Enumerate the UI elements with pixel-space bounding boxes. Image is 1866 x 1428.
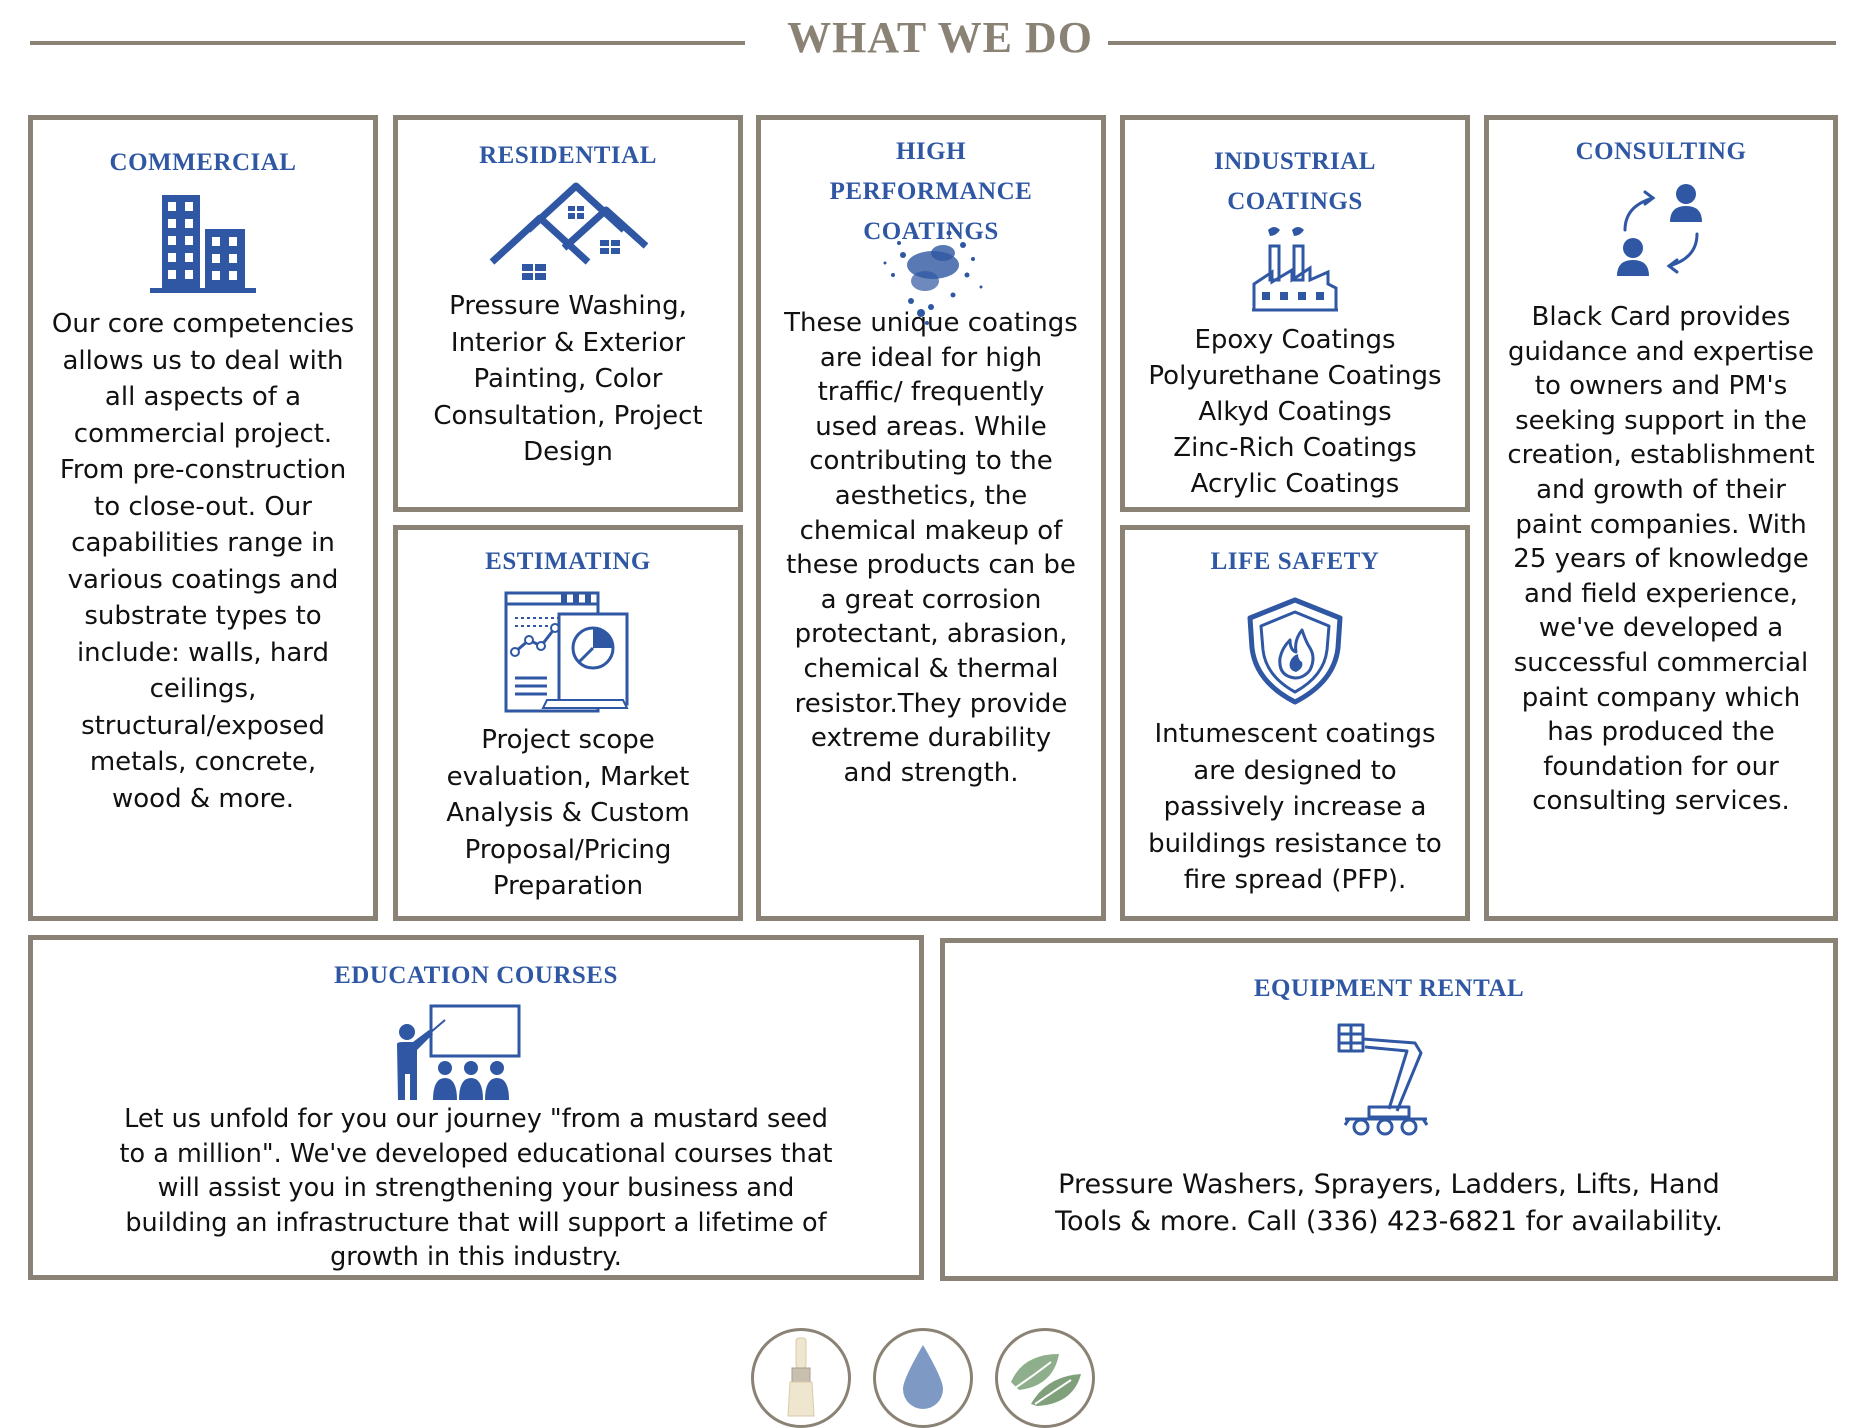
card-body: These unique coatings are ideal for high traffic/ frequently used areas. While contributing to the aesthetics, the chemical makeup of these products can be a great corrosion protectant, abrasion, chemical & thermal resistor.They provide extreme durability and strength. [784, 308, 1078, 788]
card-life-safety [1120, 525, 1470, 921]
list-item: Epoxy Coatings [1194, 325, 1396, 355]
list-item: Polyurethane Coatings [1148, 361, 1442, 391]
card-body: Project scope evaluation, Market Analysis & Custom Proposal/Pricing Preparation [446, 725, 690, 901]
card-title: LIFE SAFETY [1210, 548, 1380, 575]
card-industrial-coatings [1120, 115, 1470, 512]
people-exchange-icon [1611, 180, 1711, 280]
card-body: Black Card provides guidance and expertise to owners and PM's seeking support in the creation, establishment and growth of their paint companies. With 25 years of knowledge and field experience, we've developed a successful commercial paint company which has produced the foundation for our consulting services. [1507, 302, 1815, 817]
card-title: ESTIMATING [485, 548, 651, 575]
list-item: Zinc-Rich Coatings [1173, 433, 1417, 463]
card-high-performance-coatings [756, 115, 1106, 921]
office-buildings-icon [148, 193, 258, 298]
water-drop-circle [873, 1328, 973, 1428]
card-title: EDUCATION COURSES [334, 962, 618, 989]
coatings-list [1125, 322, 1465, 502]
water-drop-icon [899, 1343, 947, 1413]
card-body: Our core competencies allows us to deal with all aspects of a commercial project. From pre-construction to close-out. Our capabilities range in various coatings and substrate types to include: walls, hard ceilings, structural/exposed metals, concrete, wood & more. [51, 309, 355, 814]
houses-icon [488, 182, 648, 282]
title-rule-left [30, 41, 745, 45]
card-estimating [393, 525, 743, 921]
card-title-line3: COATINGS [863, 218, 999, 245]
paintbrush-circle [751, 1328, 851, 1428]
card-equipment-rental [940, 938, 1838, 1281]
factory-icon [1250, 224, 1340, 314]
card-residential [393, 115, 743, 512]
page-title: WHAT WE DO [787, 13, 1093, 62]
card-body: Pressure Washing, Interior & Exterior Painting, Color Consultation, Project Design [433, 291, 703, 467]
boom-lift-icon [1335, 1021, 1435, 1137]
card-body: Let us unfold for you our journey "from a mustard seed to a million". We've developed educational courses that will assist you in strengthening your business and building an infrastructure that will support a lifetime of growth in this industry. [119, 1104, 833, 1272]
list-item: Alkyd Coatings [1198, 397, 1392, 427]
title-rule-right [1108, 41, 1836, 45]
card-title-line2: COATINGS [1227, 188, 1363, 215]
card-commercial [28, 115, 378, 921]
leaf-circle [995, 1328, 1095, 1428]
analytics-report-icon [503, 590, 633, 718]
card-title-line2: PERFORMANCE [829, 178, 1033, 205]
teacher-presentation-icon [393, 1002, 523, 1102]
card-title-line1: INDUSTRIAL [1214, 148, 1376, 175]
card-body: Pressure Washers, Sprayers, Ladders, Lifts, Hand Tools & more. Call (336) 423-6821 for availability. [1055, 1169, 1723, 1237]
card-title: CONSULTING [1575, 138, 1747, 165]
card-title-line1: HIGH [895, 138, 967, 165]
card-title: RESIDENTIAL [479, 142, 657, 169]
card-education-courses [28, 935, 924, 1280]
card-body: Intumescent coatings are designed to passively increase a buildings resistance to fire spread (PFP). [1148, 719, 1442, 895]
card-title: EQUIPMENT RENTAL [1253, 975, 1525, 1002]
card-consulting [1484, 115, 1838, 921]
fire-shield-icon [1240, 596, 1350, 706]
card-title: COMMERCIAL [109, 149, 297, 176]
paintbrush-icon [776, 1336, 826, 1420]
list-item: Acrylic Coatings [1190, 469, 1400, 499]
leaf-icon [1007, 1346, 1083, 1410]
